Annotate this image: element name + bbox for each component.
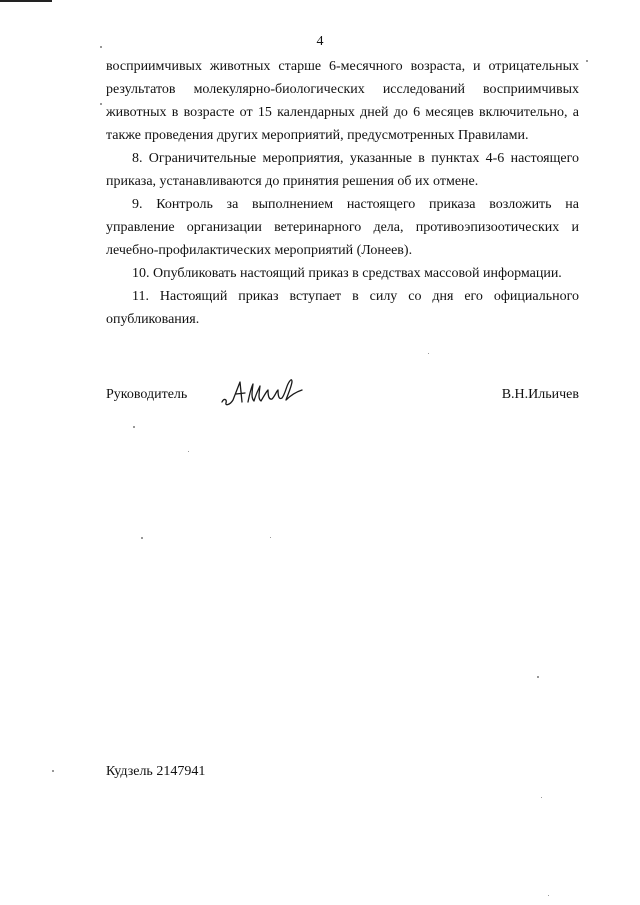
document-body bbox=[106, 55, 579, 331]
paragraph-item-8: 8. Ограничительные мероприятия, указанные в пунктах 4-6 настоящего приказа, устанавливаются до принятия решения об их отмене. bbox=[106, 151, 579, 189]
scan-speck bbox=[52, 770, 54, 772]
paragraph-item-11: 11. Настоящий приказ вступает в силу со дня его официального опубликования. bbox=[106, 289, 579, 327]
scan-speck bbox=[537, 676, 539, 678]
scan-speck bbox=[541, 797, 542, 798]
paragraph-item-10: 10. Опубликовать настоящий приказ в средствах массовой информации. bbox=[132, 266, 562, 281]
paragraph-item-9: 9. Контроль за выполнением настоящего приказа возложить на управление организации ветеринарного дела, противоэпизоотических и лечебно-профилактических мероприятий (Лонеев). bbox=[106, 197, 579, 258]
scan-speck bbox=[270, 537, 271, 538]
paragraph-continuation: восприимчивых животных старше 6-месячного возраста, и отрицательных результатов молекулярно-биологических исследований восприимчивых животных в возрасте от 15 календарных дней до 6 месяцев включительно, а также проведения других мероприятий, предусмотренных Правилами. bbox=[106, 59, 579, 143]
executor-note: Кудзель 2147941 bbox=[106, 764, 206, 779]
scan-speck bbox=[100, 103, 102, 105]
scan-edge-mark bbox=[0, 0, 52, 2]
handwritten-signature bbox=[218, 372, 318, 412]
scan-speck bbox=[586, 60, 588, 62]
signatory-name: В.Н.Ильичев bbox=[501, 387, 579, 402]
scan-speck bbox=[428, 353, 429, 354]
scan-speck bbox=[188, 451, 189, 452]
scan-speck bbox=[141, 537, 143, 539]
scan-speck bbox=[133, 426, 135, 428]
signature-block bbox=[106, 378, 579, 418]
page-number: 4 bbox=[316, 34, 324, 49]
signatory-role: Руководитель bbox=[106, 387, 188, 402]
scan-speck bbox=[548, 895, 549, 896]
scan-speck bbox=[100, 46, 102, 48]
